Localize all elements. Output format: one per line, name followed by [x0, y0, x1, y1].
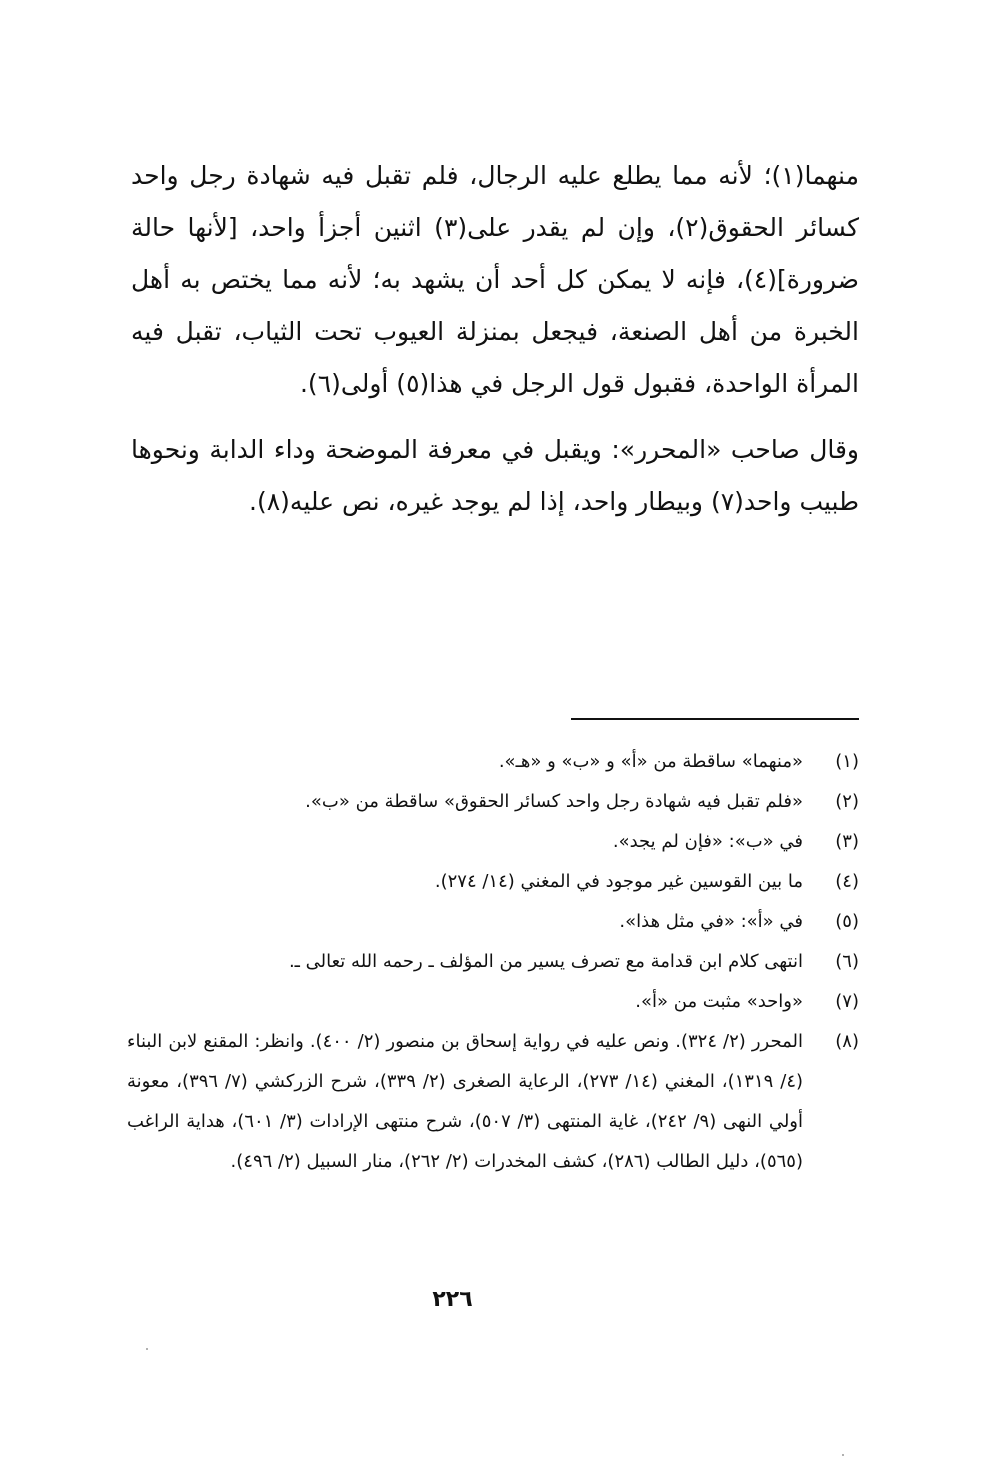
footnote-2	[127, 782, 859, 822]
footnote-text: في «أ»: «في مثل هذا».	[619, 911, 803, 932]
footnote-text: في «ب»: «فإن لم يجد».	[612, 831, 803, 852]
footnote-text: ما بين القوسين غير موجود في المغني (١٤/ ٢٧٤).	[434, 871, 803, 892]
footnote-number: (١)	[835, 751, 859, 772]
footnote-number: (٧)	[835, 991, 859, 1012]
footnote-text: «واحد» مثبت من «أ».	[635, 991, 803, 1012]
footnote-1	[127, 742, 859, 782]
footnote-5	[127, 902, 859, 942]
footnote-number: (٨)	[835, 1031, 859, 1052]
footnotes-block	[127, 742, 859, 1182]
footnote-number: (٦)	[835, 951, 859, 972]
footnote-6	[127, 942, 859, 982]
footnote-separator	[571, 718, 859, 720]
footnote-7	[127, 982, 859, 1022]
footnote-text: «فلم تقبل فيه شهادة رجل واحد كسائر الحقوق» ساقطة من «ب».	[305, 791, 803, 812]
footnote-3	[127, 822, 859, 862]
footnote-text: انتهى كلام ابن قدامة مع تصرف يسير من المؤلف ـ رحمه الله تعالى ـ.	[288, 951, 803, 972]
footnote-8	[127, 1022, 859, 1182]
main-paragraph-2: وقال صاحب «المحرر»: ويقبل في معرفة الموضحة وداء الدابة ونحوها طبيب واحد(٧) وبيطار واحد، إذا لم يوجد غيره، نص عليه(٨).	[131, 435, 859, 516]
scan-speck	[146, 1348, 148, 1350]
footnote-4	[127, 862, 859, 902]
footnote-number: (٣)	[835, 831, 859, 852]
scan-speck	[842, 1454, 844, 1456]
footnote-text: المحرر (٢/ ٣٢٤). ونص عليه في رواية إسحاق بن منصور (٢/ ٤٠٠). وانظر: المقنع لابن البناء (٤/ ١٣١٩)، المغني (١٤/ ٢٧٣)، الرعاية الصغرى (٢/ ٣٣٩)، شرح الزركشي (٧/ ٣٩٦)، معونة أولي النهى (٩/ ٢٤٢)، غاية المنتهى (٣/ ٥٠٧)، شرح منتهى الإرادات (٣/ ٦٠١)، هداية الراغب (٥٦٥)، دليل الطالب (٢٨٦)، كشف المخدرات (٢/ ٢٦٢)، منار السبيل (٢/ ٤٩٦).	[127, 1031, 804, 1172]
main-paragraph-1: منهما(١)؛ لأنه مما يطلع عليه الرجال، فلم تقبل فيه شهادة رجل واحد كسائر الحقوق(٢)، وإن لم يقدر على(٣) اثنين أجزأ واحد، [لأنها حالة ضرورة](٤)، فإنه لا يمكن كل أحد أن يشهد به؛ لأنه مما يختص به أهل الخبرة من أهل الصنعة، فيجعل بمنزلة العيوب تحت الثياب، تقبل فيه المرأة الواحدة، فقبول قول الرجل في هذا(٥) أولى(٦).	[131, 161, 859, 398]
footnote-number: (٤)	[835, 871, 859, 892]
main-text-block	[131, 150, 859, 528]
footnote-text: «منهما» ساقطة من «أ» و «ب» و «هـ».	[498, 751, 803, 772]
footnote-number: (٢)	[835, 791, 859, 812]
page-number: ٢٢٦	[432, 1287, 473, 1312]
footnote-number: (٥)	[835, 911, 859, 932]
